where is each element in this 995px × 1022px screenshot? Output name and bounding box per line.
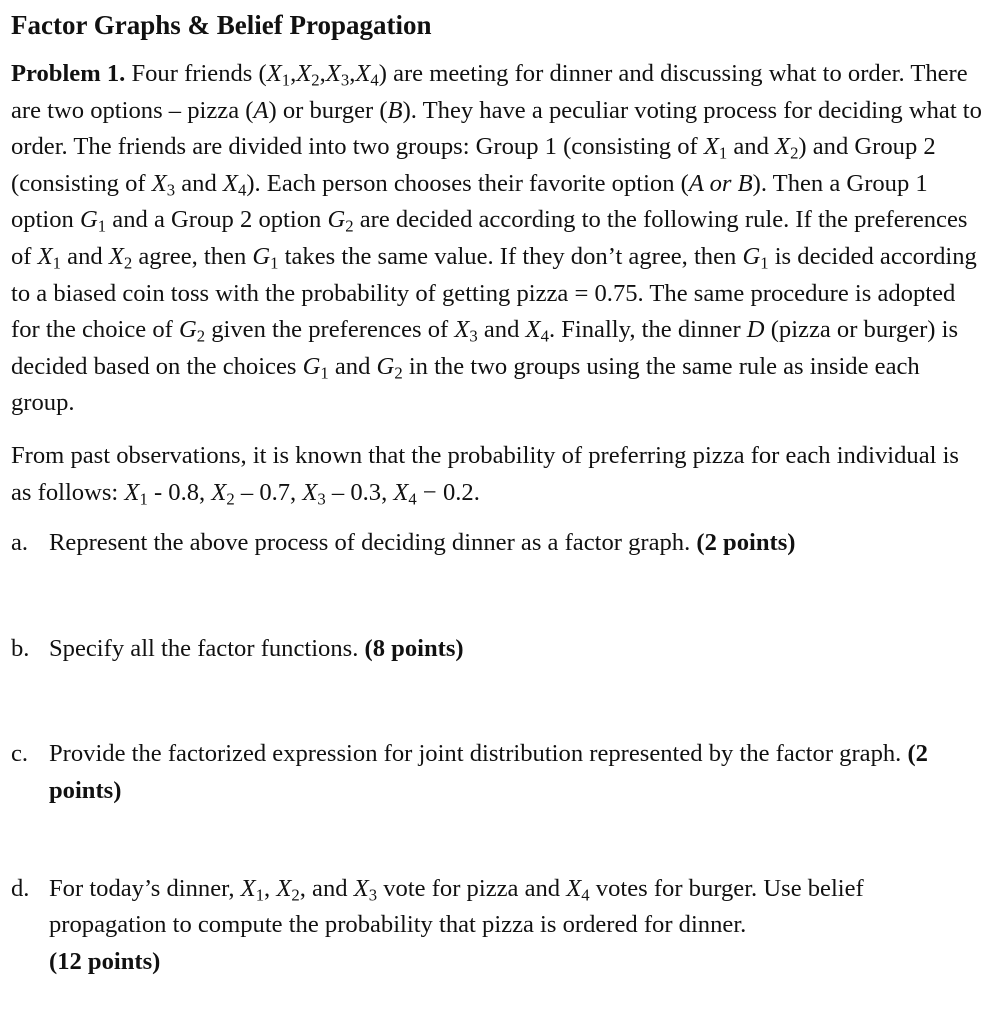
observations-paragraph: From past observations, it is known that the probability of preferring pizza for each individual is as follows: $X_1 - 0.8$, $X_2 - 0.7$, $X_3 - 0.3$, $X_4 - 0.2$. <box>11 441 960 509</box>
page-title: Factor Graphs & Belief Propagation <box>11 10 432 40</box>
question-label: c. <box>11 740 29 768</box>
question-label: d. <box>11 874 30 902</box>
question-points: (2 points) <box>696 529 796 557</box>
question-label: a. <box>11 529 29 557</box>
question-text: For today’s dinner, $X_1$, $X_2$, and $X_3$ vote for pizza and $X_4$ votes for burger. Use belief propagation to compute the probability that pizza is ordered for dinner. (12 points) <box>49 874 864 975</box>
question-text: Represent the above process of deciding dinner as a factor graph. <box>49 529 691 557</box>
question-text: Provide the factorized expression for joint distribution represented by the factor graph. <box>49 740 902 768</box>
problem-statement: Problem 1. Four friends $(X_1,X_2,X_3,X_4)$ are meeting for dinner and discussing what to order. There are two options – pizza (A) or burger (B). They have a peculiar voting process for deciding what to order. The friends are divided into two groups: Group 1 (consisting of $X_1$ and $X_2$) and Group 2 (consisting of $X_3$ and $X_4$). Each person chooses their favorite option (A or B). Then a Group 1 option $G_1$ and a Group 2 option $G_2$ are decided according to the following rule. If the preferences of $X_1$ and $X_2$ agree, then $G_1$ takes the same value. If they don’t agree, then $G_1$ is decided according to a biased coin toss with the probability of getting pizza = 0.75. The same procedure is adopted for the choice of $G_2$ given the preferences of $X_3$ and $X_4$. Finally, the dinner D (pizza or burger) is decided based on the choices $G_1$ and $G_2$ in the two groups using the same rule as inside each group. <box>11 60 982 417</box>
question-points: (8 points) <box>364 634 464 662</box>
question-c <box>11 736 985 809</box>
question-points: (2 points) <box>49 740 928 804</box>
question-a <box>11 525 985 562</box>
question-label: b. <box>11 634 30 662</box>
question-text: Specify all the factor functions. <box>49 634 359 662</box>
question-d <box>11 871 985 981</box>
problem-label: Problem 1. <box>11 60 126 87</box>
question-b <box>11 631 985 668</box>
question-points: (12 points) <box>49 947 161 975</box>
